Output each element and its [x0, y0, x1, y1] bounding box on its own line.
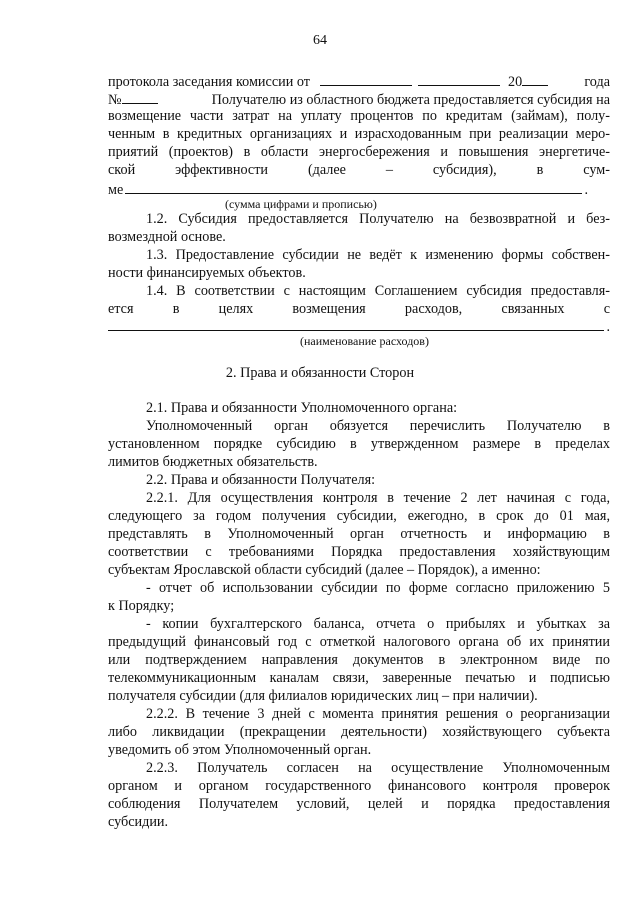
- paragraph-line: 1.2. Субсидия предоставляется Получателю на безвозвратной и без-: [146, 211, 610, 227]
- paragraph-line: 2.2.3. Получатель согласен на осуществление Уполномоченным: [146, 760, 610, 776]
- text-segment: ме: [108, 182, 124, 198]
- blank-field-number: [122, 90, 158, 104]
- paragraph-line: уведомить об этом Уполномоченный орган.: [108, 742, 372, 758]
- paragraph-line: 1.4. В соответствии с настоящим Соглашением субсидия предоставля-: [146, 283, 610, 299]
- word: ется: [108, 301, 134, 317]
- paragraph-line: субсидии.: [108, 814, 169, 830]
- word: сум-: [583, 162, 610, 178]
- word: эффективности: [175, 162, 269, 178]
- blank-field-expenses: [108, 317, 604, 331]
- list-item-line: предыдущий финансовый год с отметкой налогового органа об их принятии: [108, 634, 610, 650]
- section-title: 2. Права и обязанности Сторон: [225, 365, 415, 381]
- field-hint-amount: (сумма цифрами и прописью): [225, 197, 377, 211]
- paragraph-line: представлять в Уполномоченный орган отчетность и информацию в: [108, 526, 610, 542]
- paragraph-line: [108, 162, 610, 180]
- paragraph-line: 2.2. Права и обязанности Получателя:: [146, 472, 376, 488]
- paragraph-line: установленном порядке субсидию в утвержденном размере в пределах: [108, 436, 610, 452]
- text-segment: 20: [507, 74, 523, 90]
- page-number: 64: [313, 33, 327, 48]
- blank-field-month: [418, 72, 500, 86]
- blank-field-year: [522, 72, 548, 86]
- paragraph-line: возмещение части затрат на уплату процентов по кредитам (займам), полу-: [108, 108, 610, 124]
- list-item-line: или подтверждением направления документов в электронном виде по: [108, 652, 610, 668]
- word: в: [536, 162, 544, 178]
- paragraph-line: либо ликвидации (прекращении деятельности) хозяйствующего субъекта: [108, 724, 610, 740]
- paragraph-line: субъектам Ярославской области субсидий (далее – Порядок), а именно:: [108, 562, 541, 578]
- paragraph-line: соответствии с требованиями Порядка предоставления хозяйствующим: [108, 544, 610, 560]
- list-item-line: получателя субсидии (для филиалов юридических лиц – при наличии).: [108, 688, 538, 704]
- list-item-line: телекоммуникационным каналам связи, заверенные печатью и подписью: [108, 670, 610, 686]
- text-segment: Получателю из областного бюджета предоставляется субсидия на: [211, 92, 610, 108]
- paragraph-line: 2.1. Права и обязанности Уполномоченного органа:: [146, 400, 458, 416]
- paragraph-line: Уполномоченный орган обязуется перечислить Получателю в: [146, 418, 610, 434]
- paragraph-line: 1.3. Предоставление субсидии не ведёт к изменению формы собствен-: [146, 247, 610, 263]
- paragraph-line: ченным в кредитных организациях и израсходованным при реализации меро-: [108, 126, 610, 142]
- paragraph-line: лимитов бюджетных обязательств.: [108, 454, 318, 470]
- blank-field-date: [320, 72, 412, 86]
- word: ской: [108, 162, 136, 178]
- paragraph-line: [108, 301, 610, 319]
- field-hint-expenses: (наименование расходов): [300, 334, 429, 348]
- text-segment: .: [584, 182, 588, 198]
- word: расходов,: [404, 301, 463, 317]
- text-segment: протокола заседания комиссии от: [108, 74, 310, 90]
- word: субсидия),: [432, 162, 497, 178]
- word: целях: [218, 301, 254, 317]
- paragraph-line: [108, 90, 610, 110]
- paragraph-line: [108, 72, 610, 92]
- paragraph-line: 2.2.2. В течение 3 дней с момента принятия решения о реорганизации: [146, 706, 610, 722]
- list-item-line: - копии бухгалтерского баланса, отчета о прибылях и убытках за: [146, 616, 610, 632]
- list-item-line: к Порядку;: [108, 598, 175, 614]
- word: (далее: [307, 162, 346, 178]
- word: с: [603, 301, 610, 317]
- list-item-line: - отчет об использовании субсидии по форме согласно приложению 5: [146, 580, 610, 596]
- word: –: [385, 162, 393, 178]
- paragraph-line: соблюдения Получателем условий, целей и порядка предоставления: [108, 796, 610, 812]
- word: возмещения: [292, 301, 366, 317]
- paragraph-line: ности финансируемых объектов.: [108, 265, 306, 281]
- blank-field-amount: [125, 180, 582, 194]
- paragraph-line: органом и органом государственного финансового контроля проверок: [108, 778, 610, 794]
- word: в: [172, 301, 180, 317]
- text-segment: .: [606, 319, 610, 335]
- text-segment: года: [584, 74, 610, 90]
- paragraph-line: возмездной основе.: [108, 229, 226, 245]
- text-segment: №: [108, 92, 122, 108]
- word: связанных: [501, 301, 565, 317]
- paragraph-line: следующего за годом получения субсидии, ежегодно, в срок до 01 мая,: [108, 508, 610, 524]
- paragraph-line: 2.2.1. Для осуществления контроля в течение 2 лет начиная с года,: [146, 490, 610, 506]
- paragraph-line: приятий (проектов) в области энергосбережения и повышения энергетиче-: [108, 144, 610, 160]
